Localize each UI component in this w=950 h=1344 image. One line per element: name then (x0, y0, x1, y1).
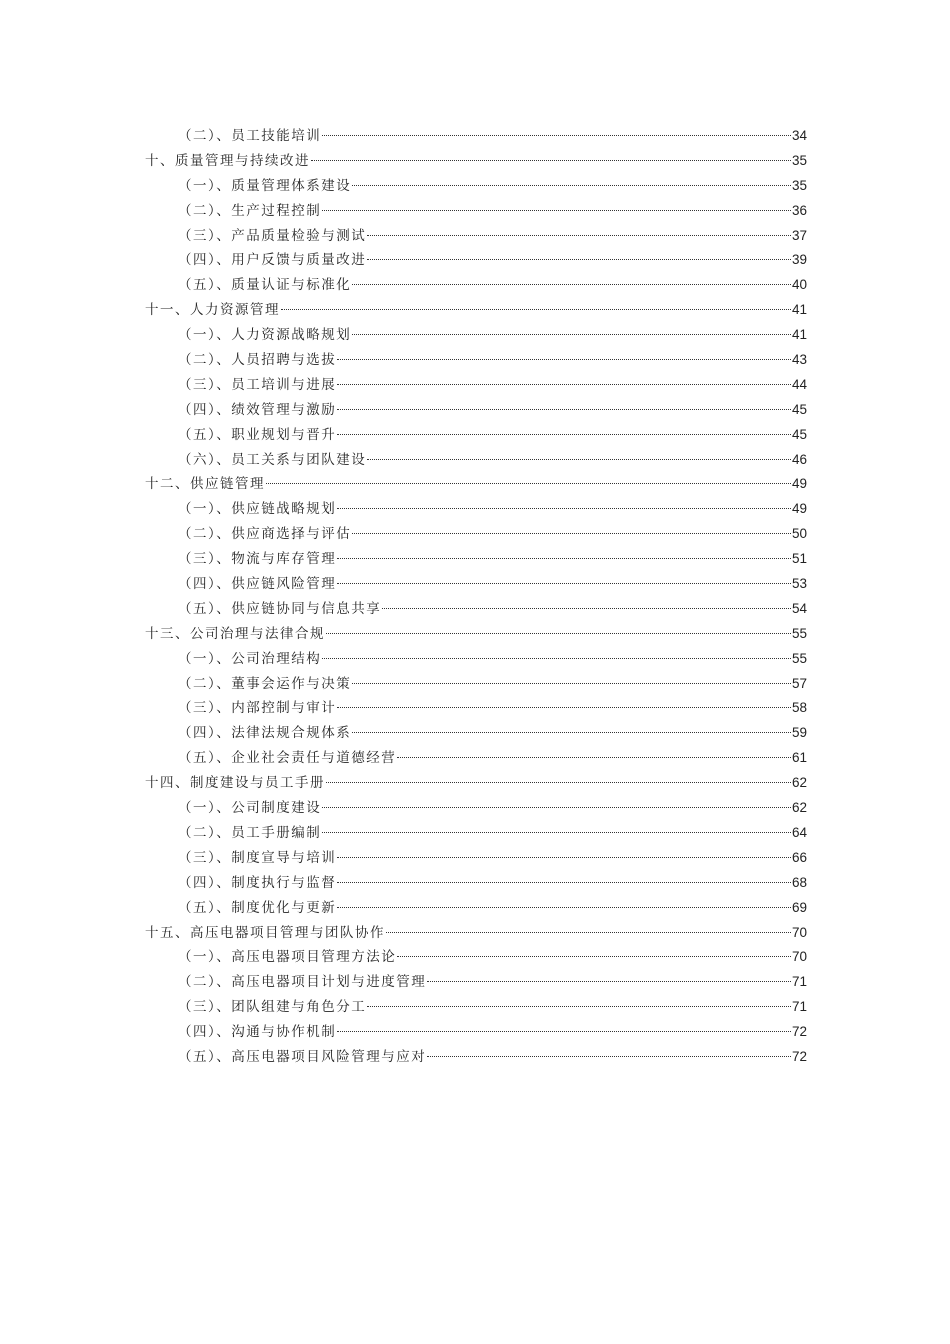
toc-dot-leader (337, 583, 791, 584)
table-of-contents (145, 124, 807, 1070)
toc-dot-leader (326, 782, 791, 783)
toc-section-entry[interactable] (145, 672, 807, 697)
toc-dot-leader (322, 135, 791, 136)
toc-entry-title: 十、质量管理与持续改进 (145, 152, 310, 169)
toc-chapter-entry[interactable] (145, 921, 807, 946)
toc-entry-page-number: 50 (791, 526, 807, 542)
toc-dot-leader (322, 807, 791, 808)
toc-entry-title: （三）、物流与库存管理 (178, 551, 337, 568)
toc-dot-leader (427, 1056, 791, 1057)
toc-entry-title: 十二、供应链管理 (145, 476, 265, 493)
toc-entry-title: （四）、沟通与协作机制 (178, 1024, 337, 1041)
toc-entry-page-number: 55 (791, 650, 807, 666)
toc-dot-leader (337, 508, 791, 509)
toc-section-entry[interactable] (145, 373, 807, 398)
toc-dot-leader (337, 1031, 791, 1032)
toc-entry-page-number: 53 (791, 576, 807, 592)
toc-entry-title: （三）、团队组建与角色分工 (178, 999, 367, 1016)
toc-entry-title: （二）、供应商选择与评估 (178, 526, 352, 543)
toc-entry-title: （五）、供应链协同与信息共享 (178, 600, 382, 617)
toc-section-entry[interactable] (145, 1020, 807, 1045)
toc-section-entry[interactable] (145, 398, 807, 423)
toc-dot-leader (281, 309, 791, 310)
toc-entry-page-number: 70 (791, 949, 807, 965)
toc-entry-title: 十一、人力资源管理 (145, 302, 280, 319)
toc-section-entry[interactable] (145, 796, 807, 821)
toc-entry-title: 十五、高压电器项目管理与团队协作 (145, 924, 385, 941)
toc-dot-leader (322, 658, 791, 659)
toc-section-entry[interactable] (145, 348, 807, 373)
toc-section-entry[interactable] (145, 124, 807, 149)
toc-entry-page-number: 57 (791, 675, 807, 691)
toc-entry-title: 十三、公司治理与法律合规 (145, 625, 325, 642)
toc-dot-leader (397, 757, 791, 758)
toc-entry-page-number: 41 (791, 302, 807, 318)
toc-entry-title: （五）、高压电器项目风险管理与应对 (178, 1048, 427, 1065)
toc-entry-page-number: 49 (791, 501, 807, 517)
toc-entry-title: （二）、人员招聘与选拔 (178, 352, 337, 369)
toc-entry-title: （五）、制度优化与更新 (178, 899, 337, 916)
toc-section-entry[interactable] (145, 323, 807, 348)
toc-dot-leader (337, 409, 791, 410)
toc-entry-page-number: 72 (791, 1048, 807, 1064)
toc-dot-leader (337, 359, 791, 360)
toc-entry-page-number: 45 (791, 426, 807, 442)
toc-entry-title: （一）、公司治理结构 (178, 650, 322, 667)
toc-entry-title: （二）、员工手册编制 (178, 824, 322, 841)
toc-entry-page-number: 36 (791, 202, 807, 218)
toc-entry-title: （三）、内部控制与审计 (178, 700, 337, 717)
toc-dot-leader (337, 907, 791, 908)
toc-section-entry[interactable] (145, 224, 807, 249)
toc-entry-page-number: 51 (791, 551, 807, 567)
toc-section-entry[interactable] (145, 647, 807, 672)
toc-entry-page-number: 39 (791, 252, 807, 268)
toc-entry-title: （四）、用户反馈与质量改进 (178, 252, 367, 269)
toc-section-entry[interactable] (145, 572, 807, 597)
toc-entry-page-number: 62 (791, 800, 807, 816)
toc-section-entry[interactable] (145, 846, 807, 871)
toc-dot-leader (352, 683, 791, 684)
toc-dot-leader (337, 434, 791, 435)
toc-entry-page-number: 49 (791, 476, 807, 492)
toc-entry-page-number: 62 (791, 775, 807, 791)
toc-entry-title: （一）、质量管理体系建设 (178, 177, 352, 194)
toc-dot-leader (352, 533, 791, 534)
toc-section-entry[interactable] (145, 497, 807, 522)
toc-entry-title: （二）、高压电器项目计划与进度管理 (178, 974, 427, 991)
toc-dot-leader (352, 185, 791, 186)
toc-entry-title: （一）、高压电器项目管理方法论 (178, 949, 397, 966)
toc-dot-leader (352, 334, 791, 335)
toc-chapter-entry[interactable] (145, 149, 807, 174)
toc-section-entry[interactable] (145, 1045, 807, 1070)
toc-section-entry[interactable] (145, 597, 807, 622)
toc-entry-page-number: 37 (791, 227, 807, 243)
toc-dot-leader (367, 459, 791, 460)
toc-entry-title: （四）、供应链风险管理 (178, 576, 337, 593)
toc-dot-leader (337, 384, 791, 385)
toc-section-entry[interactable] (145, 746, 807, 771)
toc-entry-page-number: 71 (791, 999, 807, 1015)
toc-entry-page-number: 71 (791, 974, 807, 990)
toc-entry-page-number: 69 (791, 899, 807, 915)
toc-dot-leader (397, 956, 791, 957)
toc-entry-title: （四）、法律法规合规体系 (178, 725, 352, 742)
toc-entry-page-number: 66 (791, 849, 807, 865)
toc-section-entry[interactable] (145, 871, 807, 896)
toc-section-entry[interactable] (145, 248, 807, 273)
toc-section-entry[interactable] (145, 174, 807, 199)
toc-section-entry[interactable] (145, 721, 807, 746)
toc-entry-title: （一）、公司制度建设 (178, 800, 322, 817)
toc-entry-title: （一）、供应链战略规划 (178, 501, 337, 518)
toc-section-entry[interactable] (145, 547, 807, 572)
toc-entry-title: 十四、制度建设与员工手册 (145, 775, 325, 792)
toc-dot-leader (352, 732, 791, 733)
toc-dot-leader (367, 1006, 791, 1007)
toc-entry-page-number: 54 (791, 600, 807, 616)
toc-entry-page-number: 68 (791, 874, 807, 890)
toc-entry-page-number: 44 (791, 376, 807, 392)
toc-dot-leader (266, 483, 791, 484)
toc-dot-leader (337, 707, 791, 708)
toc-section-entry[interactable] (145, 522, 807, 547)
toc-entry-title: （一）、人力资源战略规划 (178, 327, 352, 344)
toc-entry-page-number: 35 (791, 152, 807, 168)
toc-entry-title: （三）、制度宣导与培训 (178, 849, 337, 866)
toc-entry-page-number: 43 (791, 352, 807, 368)
toc-entry-title: （五）、企业社会责任与道德经营 (178, 750, 397, 767)
toc-entry-page-number: 72 (791, 1024, 807, 1040)
toc-section-entry[interactable] (145, 199, 807, 224)
toc-section-entry[interactable] (145, 423, 807, 448)
toc-entry-page-number: 45 (791, 401, 807, 417)
toc-entry-title: （三）、员工培训与进展 (178, 376, 337, 393)
toc-entry-page-number: 59 (791, 725, 807, 741)
toc-entry-page-number: 70 (791, 924, 807, 940)
toc-dot-leader (337, 558, 791, 559)
toc-dot-leader (326, 633, 791, 634)
toc-dot-leader (382, 608, 791, 609)
toc-entry-page-number: 55 (791, 625, 807, 641)
toc-entry-page-number: 58 (791, 700, 807, 716)
toc-entry-title: （二）、生产过程控制 (178, 202, 322, 219)
toc-dot-leader (322, 832, 791, 833)
toc-section-entry[interactable] (145, 970, 807, 995)
toc-chapter-entry[interactable] (145, 472, 807, 497)
toc-section-entry[interactable] (145, 448, 807, 473)
toc-section-entry[interactable] (145, 821, 807, 846)
toc-section-entry[interactable] (145, 273, 807, 298)
toc-dot-leader (427, 981, 791, 982)
toc-entry-page-number: 64 (791, 824, 807, 840)
toc-dot-leader (311, 160, 791, 161)
toc-entry-title: （六）、员工关系与团队建设 (178, 451, 367, 468)
toc-entry-page-number: 61 (791, 750, 807, 766)
toc-section-entry[interactable] (145, 945, 807, 970)
toc-section-entry[interactable] (145, 995, 807, 1020)
toc-entry-title: （二）、董事会运作与决策 (178, 675, 352, 692)
toc-dot-leader (337, 882, 791, 883)
toc-section-entry[interactable] (145, 696, 807, 721)
toc-dot-leader (337, 857, 791, 858)
toc-entry-title: （五）、职业规划与晋升 (178, 426, 337, 443)
toc-dot-leader (367, 259, 791, 260)
toc-entry-title: （五）、质量认证与标准化 (178, 277, 352, 294)
toc-dot-leader (386, 932, 791, 933)
toc-chapter-entry[interactable] (145, 771, 807, 796)
toc-entry-page-number: 40 (791, 277, 807, 293)
toc-entry-page-number: 41 (791, 327, 807, 343)
toc-dot-leader (352, 284, 791, 285)
toc-entry-title: （三）、产品质量检验与测试 (178, 227, 367, 244)
toc-entry-page-number: 46 (791, 451, 807, 467)
toc-entry-page-number: 34 (791, 128, 807, 143)
toc-entry-title: （二）、员工技能培训 (178, 128, 322, 144)
toc-entry-title: （四）、制度执行与监督 (178, 874, 337, 891)
toc-dot-leader (322, 210, 791, 211)
toc-dot-leader (367, 235, 791, 236)
toc-entry-page-number: 35 (791, 177, 807, 193)
toc-section-entry[interactable] (145, 896, 807, 921)
toc-chapter-entry[interactable] (145, 622, 807, 647)
toc-entry-title: （四）、绩效管理与激励 (178, 401, 337, 418)
toc-chapter-entry[interactable] (145, 298, 807, 323)
